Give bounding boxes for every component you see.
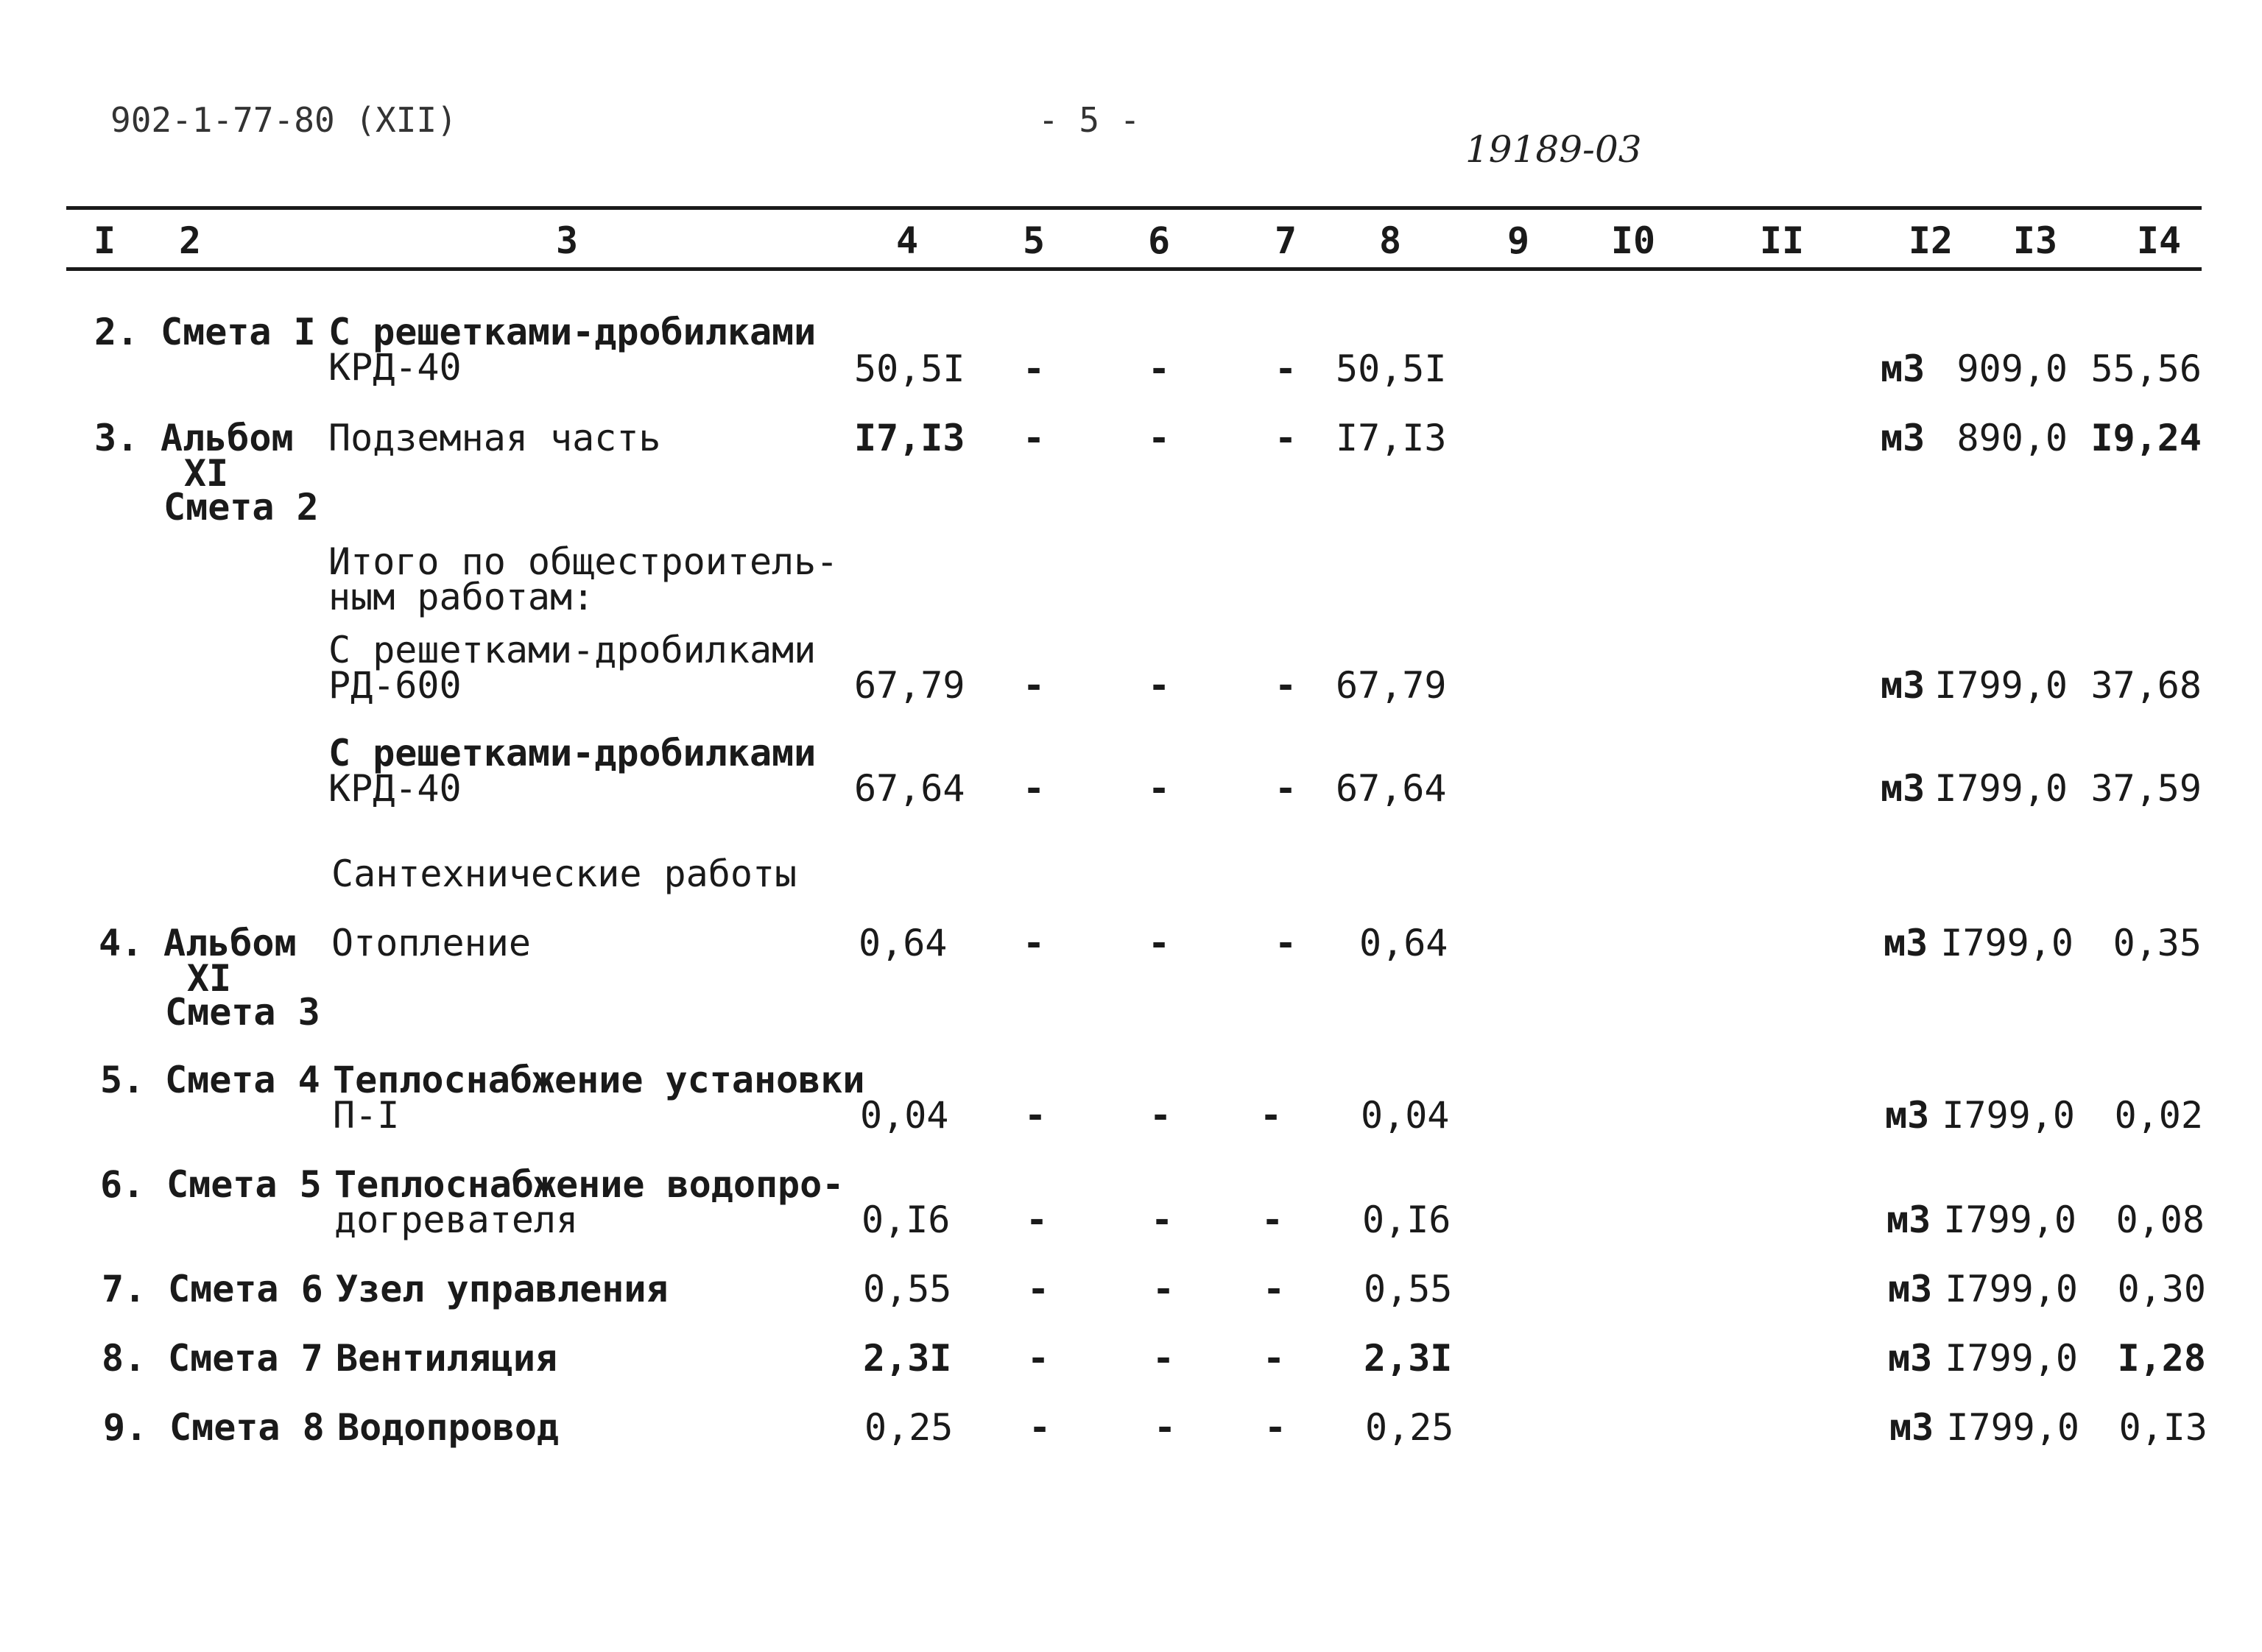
value-col7: - (1262, 1268, 1286, 1310)
value-col7: - (1274, 417, 1297, 459)
item-description: Вентиляция (336, 1337, 558, 1380)
value-col4: 0,64 (859, 922, 948, 964)
item-description-line2: КРД-40 (328, 767, 462, 810)
column-header: I4 (2136, 219, 2182, 262)
estimate-reference-line3: Смета 2 (163, 486, 319, 529)
page-number: - 5 - (1038, 100, 1141, 140)
value-col13: I799,0 (1943, 1199, 2076, 1241)
value-col6: - (1153, 1406, 1177, 1449)
column-header: I2 (1908, 219, 1953, 262)
unit: м3 (1885, 1094, 1930, 1137)
row-number: 6. (100, 1163, 145, 1206)
value-col8: 0,64 (1359, 922, 1448, 964)
value-col5: - (1025, 1199, 1049, 1241)
column-header: 8 (1378, 219, 1402, 262)
value-col6: - (1147, 347, 1171, 390)
item-description: Теплоснабжение установки (333, 1059, 865, 1101)
value-col13: I799,0 (1945, 1268, 2078, 1310)
unit: м3 (1886, 1199, 1931, 1241)
value-col7: - (1259, 1094, 1283, 1137)
value-col14: 37,68 (2090, 664, 2202, 707)
value-col4: 0,25 (864, 1406, 954, 1449)
column-header: 3 (555, 219, 579, 262)
value-col5: - (1022, 664, 1046, 707)
row-number: 9. (103, 1406, 148, 1449)
unit: м3 (1881, 767, 1925, 810)
section-heading: Сантехнические работы (331, 853, 797, 895)
value-col6: - (1147, 664, 1171, 707)
value-col8: 0,55 (1364, 1268, 1453, 1310)
value-col4: 0,04 (860, 1094, 949, 1137)
value-col14: 55,56 (2090, 347, 2202, 390)
value-col5: - (1022, 347, 1046, 390)
unit: м3 (1889, 1406, 1934, 1449)
estimate-reference: Смета I (161, 311, 316, 353)
album-number: XI (183, 452, 229, 495)
column-header: 2 (178, 219, 202, 262)
column-header: 9 (1507, 219, 1530, 262)
value-col7: - (1262, 1337, 1286, 1380)
handwritten-reference: 19189-03 (1465, 128, 1642, 171)
value-col13: I799,0 (1940, 922, 2074, 964)
item-description: С решетками-дробилками (328, 311, 817, 353)
value-col7: - (1274, 767, 1297, 810)
value-col6: - (1149, 1094, 1172, 1137)
estimate-reference: Смета 7 (168, 1337, 323, 1380)
value-col5: - (1022, 922, 1046, 964)
value-col4: 2,3I (863, 1337, 952, 1380)
value-col7: - (1274, 922, 1297, 964)
unit: м3 (1881, 417, 1925, 459)
table-top-rule (66, 206, 2202, 210)
row-number: 5. (100, 1059, 145, 1101)
value-col6: - (1147, 767, 1171, 810)
column-header: 4 (895, 219, 919, 262)
value-col13: I799,0 (1934, 664, 2068, 707)
estimate-reference-line3: Смета 3 (165, 991, 320, 1034)
unit: м3 (1888, 1337, 1933, 1380)
row-number: 2. (94, 311, 139, 353)
item-description: Подземная часть (328, 417, 661, 459)
value-col5: - (1023, 1094, 1047, 1137)
value-col13: I799,0 (1946, 1406, 2079, 1449)
value-col8: 50,5I (1336, 347, 1447, 390)
value-col14: 0,I3 (2118, 1406, 2208, 1449)
value-col6: - (1147, 417, 1171, 459)
item-description: Водопровод (337, 1406, 560, 1449)
value-col5: - (1028, 1406, 1051, 1449)
row-number: 4. (99, 922, 144, 964)
item-description: С решетками-дробилками (328, 732, 817, 774)
value-col13: 909,0 (1956, 347, 2068, 390)
value-col6: - (1150, 1199, 1174, 1241)
value-col14: 0,35 (2113, 922, 2202, 964)
estimate-reference: Смета 6 (168, 1268, 323, 1310)
value-col7: - (1261, 1199, 1284, 1241)
value-col6: - (1152, 1337, 1175, 1380)
column-header: 6 (1147, 219, 1171, 262)
unit: м3 (1881, 664, 1925, 707)
value-col6: - (1152, 1268, 1175, 1310)
value-col5: - (1022, 417, 1046, 459)
subtotal-heading-line2: ным работам: (328, 576, 595, 618)
value-col8: 67,64 (1336, 767, 1447, 810)
estimate-reference: Смета 8 (169, 1406, 325, 1449)
value-col4: 0,I6 (862, 1199, 951, 1241)
item-description-line2: догревателя (334, 1199, 579, 1241)
estimate-reference: Альбом (161, 417, 294, 459)
column-header: I0 (1610, 219, 1656, 262)
value-col13: 890,0 (1956, 417, 2068, 459)
value-col6: - (1147, 922, 1171, 964)
column-header: II (1759, 219, 1805, 262)
estimate-reference: Смета 5 (166, 1163, 322, 1206)
value-col14: 0,08 (2115, 1199, 2205, 1241)
value-col8: 0,25 (1365, 1406, 1454, 1449)
value-col7: - (1274, 664, 1297, 707)
value-col13: I799,0 (1942, 1094, 2075, 1137)
value-col13: I799,0 (1934, 767, 2068, 810)
album-number: XI (186, 957, 232, 1000)
value-col4: I7,I3 (854, 417, 965, 459)
value-col14: 0,02 (2114, 1094, 2203, 1137)
value-col4: 67,64 (854, 767, 965, 810)
row-number: 3. (94, 417, 139, 459)
column-header: I (93, 219, 116, 262)
item-description: Отопление (331, 922, 531, 964)
value-col4: 67,79 (854, 664, 965, 707)
item-description: С решетками-дробилками (328, 629, 817, 671)
unit: м3 (1884, 922, 1928, 964)
value-col5: - (1026, 1268, 1050, 1310)
item-description: Теплоснабжение водопро- (334, 1163, 845, 1206)
value-col13: I799,0 (1945, 1337, 2078, 1380)
estimate-reference: Альбом (163, 922, 297, 964)
column-header: 7 (1274, 219, 1297, 262)
value-col7: - (1264, 1406, 1287, 1449)
estimate-reference: Смета 4 (165, 1059, 320, 1101)
document-code: 902-1-77-80 (XII) (110, 100, 457, 140)
unit: м3 (1881, 347, 1925, 390)
item-description-line2: РД-600 (328, 664, 462, 707)
column-header: I3 (2012, 219, 2058, 262)
value-col7: - (1274, 347, 1297, 390)
value-col5: - (1026, 1337, 1050, 1380)
item-description-line2: КРД-40 (328, 346, 462, 389)
value-col8: 2,3I (1364, 1337, 1453, 1380)
value-col8: 0,I6 (1362, 1199, 1451, 1241)
column-header: 5 (1022, 219, 1046, 262)
value-col14: I9,24 (2090, 417, 2202, 459)
value-col14: 0,30 (2117, 1268, 2206, 1310)
item-description-line2: П-I (333, 1094, 400, 1137)
value-col8: I7,I3 (1336, 417, 1447, 459)
unit: м3 (1888, 1268, 1933, 1310)
value-col14: 37,59 (2090, 767, 2202, 810)
subtotal-heading: Итого по общестроитель- (328, 540, 839, 583)
value-col4: 50,5I (854, 347, 965, 390)
value-col8: 0,04 (1361, 1094, 1450, 1137)
value-col4: 0,55 (863, 1268, 952, 1310)
value-col5: - (1022, 767, 1046, 810)
table-header-rule (66, 267, 2202, 271)
value-col8: 67,79 (1336, 664, 1447, 707)
row-number: 8. (102, 1337, 147, 1380)
item-description: Узел управления (336, 1268, 669, 1310)
row-number: 7. (102, 1268, 147, 1310)
value-col14: I,28 (2117, 1337, 2206, 1380)
